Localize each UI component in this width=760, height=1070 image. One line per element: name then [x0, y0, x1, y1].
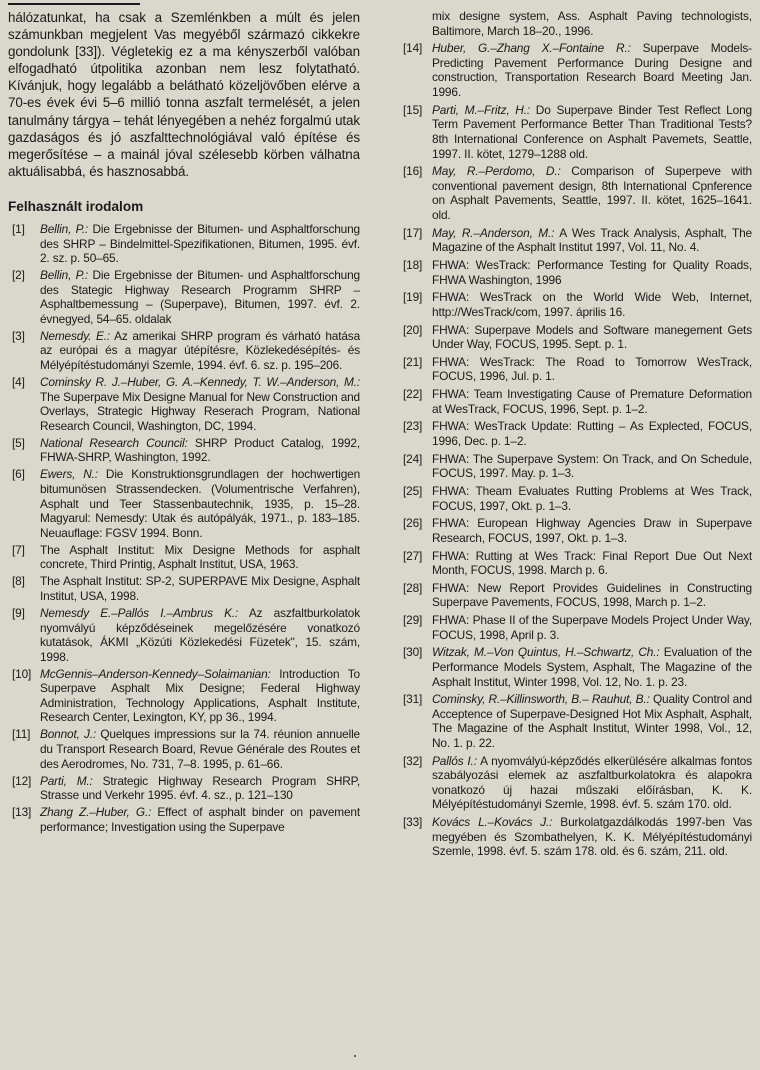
reference-list-left: [8, 222, 360, 834]
reference-number: [8]: [12, 574, 25, 589]
right-column: [403, 9, 752, 862]
reference-number: [23]: [403, 419, 423, 434]
reference-author: Zhang Z.–Huber, G.:: [40, 805, 152, 820]
reference-item: [8, 329, 360, 373]
reference-text: Quality Control and Acceptence of Superpave-Designed Hot Mix Asphalt, Asphalt, The Magazine of the Asphalt Institut, Winter 1998, Vol., 12, No. 1. p. 22.: [432, 692, 752, 750]
reference-number: [5]: [12, 435, 25, 450]
reference-author: Nemesdy E.–Pallós I.–Ambrus K.:: [40, 605, 239, 620]
reference-text: FHWA: Superpave Models and Software manegement Gets Under Way, FOCUS, 1995. Sept. p. 1.: [432, 322, 752, 352]
reference-number: [18]: [403, 257, 423, 272]
reference-text: The Asphalt Institut: Mix Designe Methods for asphalt concrete, Third Printig, Asphalt Institut, USA, 1963.: [40, 542, 360, 572]
reference-author: Pallós I.:: [432, 753, 477, 768]
reference-number: [9]: [12, 605, 25, 620]
reference-author: May, R.–Anderson, M.:: [432, 225, 555, 240]
reference-number: [26]: [403, 516, 423, 531]
references-heading: Felhasznált irodalom: [8, 198, 144, 214]
reference-author: Bellin, P.:: [40, 268, 89, 283]
reference-number: [3]: [12, 328, 25, 343]
reference-item: [403, 645, 752, 689]
reference-number: [14]: [403, 41, 423, 56]
reference-item: [403, 290, 752, 319]
reference-author: Cominsky R. J.–Huber, G. A.–Kennedy, T. W.–Anderson, M.:: [40, 375, 360, 390]
reference-number: [33]: [403, 815, 423, 830]
reference-author: May, R.–Perdomo, D.:: [432, 164, 561, 179]
reference-number: [20]: [403, 322, 423, 337]
reference-item: [403, 754, 752, 812]
reference-number: [24]: [403, 451, 423, 466]
reference-item: [403, 549, 752, 578]
reference-author: Witzak, M.–Von Quintus, H.–Schwartz, Ch.:: [432, 645, 660, 660]
reference-number: [12]: [12, 773, 32, 788]
reference-text: FHWA: Phase II of the Superpave Models Project Under Way, FOCUS, 1998, April p. 3.: [432, 613, 752, 642]
reference-author: Parti, M.–Fritz, H.:: [432, 102, 531, 117]
reference-item: [403, 258, 752, 287]
reference-item: [8, 543, 360, 572]
reference-item: [403, 484, 752, 513]
reference-author: Ewers, N.:: [40, 467, 98, 482]
reference-item: [8, 467, 360, 540]
reference-number: [25]: [403, 483, 423, 498]
intro-paragraph: hálózatunkat, ha csak a Szemlénkben a múlt és jelen számunkban megjelent Vas megyéből származó cikkekre gondolunk [33]). Végletekig ez a ma kényszerből valóban elfogadható útpolitika azonban nem lesz folytatható. Kívánjuk, hogy legalább a belátható közeljövőben elérve a 70-es évek évi 5–6 millió tonna aszfalt termelését, a jelen tanulmány tárgya – tehát lényegében a nehéz forgalmú utak gazdaságos és jó aszfalttechnológiával való építése és megerősítése – a mainál jóval szélesebb körben válhatna aktuálisabbá, és hasznosabbá.: [8, 10, 360, 179]
reference-author: Bonnot, J.:: [40, 727, 97, 742]
reference-item: [403, 815, 752, 859]
reference-item: [403, 692, 752, 750]
reference-text: Die Ergebnisse der Bitumen- und Asphaltforschung des Stategic Highway Research Programm SHRP – Asphaltbemessung – (Superpave), Bitumen, 1997. évf. 2. évnegyed, 54–65. oldalak: [40, 268, 360, 326]
reference-text: FHWA: WesTrack: Performance Testing for Quality Roads, FHWA Washington, 1996: [432, 257, 752, 287]
reference-number: [2]: [12, 268, 25, 283]
reference-text: FHWA: WesTrack on the World Wide Web, Internet, http://WesTrack/com, 1997. április 16.: [432, 290, 752, 319]
reference-number: [11]: [12, 727, 31, 742]
reference-text: FHWA: Rutting at Wes Track: Final Report Due Out Next Month, FOCUS, 1998. March p. 6.: [432, 548, 752, 578]
page-mark: [354, 1055, 356, 1057]
reference-text: The Asphalt Institut: SP-2, SUPERPAVE Mix Designe, Asphalt Institut, USA, 1998.: [40, 574, 360, 603]
reference-text: FHWA: Team Investigating Cause of Premature Deformation at WesTrack, FOCUS, 1996, Sept. p. 1–2.: [432, 387, 752, 416]
reference-number: [7]: [12, 542, 25, 557]
reference-item: [8, 606, 360, 664]
reference-item: [403, 387, 752, 416]
reference-text: Burkolatgazdálkodás 1997-ben Vas megyében és Szombathelyen, K. K. Mélyépítéstudományi Szemle, 1998. évf. 5. szám 178. old. és 6. szám, 211. old.: [432, 815, 752, 859]
reference-text: Az aszfaltburkolatok nyomvályú képződéseinek megelőzésére vonatkozó kutatások, ÁKMI „Közúti Közlekedési Füzetek", 15. szám, 1998.: [40, 605, 360, 664]
reference-item: [403, 613, 752, 642]
reference-item: [403, 581, 752, 610]
reference-author: Cominsky, R.–Killinsworth, B.– Rauhut, B.:: [432, 692, 650, 707]
left-column: [8, 9, 360, 837]
reference-continuation: mix designe system, Ass. Asphalt Paving technologists, Baltimore, March 18–20., 1996.: [432, 9, 752, 38]
reference-item: [403, 323, 752, 352]
reference-number: [15]: [403, 102, 423, 117]
reference-item: [8, 774, 360, 803]
reference-item: [8, 268, 360, 326]
reference-item: [403, 41, 752, 99]
reference-number: [31]: [403, 692, 423, 707]
reference-item: [8, 375, 360, 433]
reference-item: [403, 452, 752, 481]
reference-number: [21]: [403, 354, 423, 369]
reference-item: [8, 222, 360, 266]
reference-text: Introduction To Superpave Asphalt Mix Designe; Federal Highway Administration, Technology Applications, Asphalt Institute, Research Center, Lexington, KY, pp 36., 1994.: [40, 666, 360, 725]
reference-number: [30]: [403, 645, 423, 660]
reference-number: [16]: [403, 164, 423, 179]
reference-author: Kovács L.–Kovács J.:: [432, 815, 553, 830]
reference-text: FHWA: WesTrack Update: Rutting – As Explected, FOCUS, 1996, Dec. p. 1–2.: [432, 419, 752, 448]
reference-number: [6]: [12, 467, 25, 482]
reference-author: Nemesdy. E.:: [40, 328, 110, 343]
reference-text: FHWA: Theam Evaluates Rutting Problems at Wes Track, FOCUS, 1997, Okt. p. 1–3.: [432, 483, 752, 513]
reference-item: [403, 164, 752, 222]
reference-text: Strategic Highway Research Program SHRP, Strasse und Verkehr 1995. évf. 4. sz., p. 121–130: [40, 773, 360, 803]
reference-item: [403, 355, 752, 384]
reference-text: Evaluation of the Performance Models System, Asphalt, The Magazine of the Asphalt Institut, Winter 1998, Vol. 12, No. 1. p. 23.: [432, 645, 752, 689]
reference-author: National Research Council:: [40, 435, 188, 450]
reference-number: [17]: [403, 225, 423, 240]
reference-text: Comparison of Superpeve with conventional pavement design, 8th International Cpnference on Asphalt Pavements, Seattle, 1997. II. kötet, 1625–1641. old.: [432, 164, 753, 222]
reference-item: [8, 667, 360, 725]
reference-text: Az amerikai SHRP program és várható hatása az európai és a magyar útépítésre, Közlekedésépítés- és Mélyépítéstudományi Szemle, 1994. évf. 6. sz. p. 195–206.: [40, 328, 361, 373]
reference-number: [29]: [403, 613, 423, 628]
reference-text: Die Konstruktionsgrundlagen der hochwertigen bitumunösen Strassendecken. (Volumentrische Verfahren), Asphalt und Teer Stassenbautechnik, 1935, p. 15–28. Magyarul: Nemesdy: Utak és autópályák, 1971., p. 183–185. Neuauflage: FGSV 1994. Bonn.: [40, 467, 361, 540]
reference-item: [403, 103, 752, 161]
reference-item: [8, 727, 360, 771]
reference-text: Quelques impressions sur la 74. réunion annuelle du Transport Research Board, Revue Générale des Routes et des Aerodromes, No. 731, 7–8. 1995, p. 61–66.: [40, 727, 360, 771]
reference-list-right: [403, 41, 752, 859]
reference-item: [403, 419, 752, 448]
reference-number: [28]: [403, 580, 423, 595]
reference-author: Huber, G.–Zhang X.–Fontaine R.:: [432, 41, 631, 56]
reference-text: FHWA: New Report Provides Guidelines in Constructing Superpave Pavements, FOCUS, 1998, March p. 1–2.: [432, 580, 752, 610]
reference-text: FHWA: European Highway Agencies Draw in Superpave Research, FOCUS, 1997, Okt. p. 1–3.: [432, 516, 752, 545]
top-rule: [8, 3, 140, 5]
reference-item: [8, 805, 360, 834]
reference-author: McGennis–Anderson-Kennedy–Solaimanian:: [40, 666, 271, 681]
reference-item: [8, 436, 360, 465]
reference-text: Superpave Models-Predicting Pavement Performance During Designe and construction, Transportation Research Board Meeting Jan. 1996.: [432, 41, 752, 100]
reference-number: [4]: [12, 375, 25, 390]
reference-text: SHRP Product Catalog, 1992, FHWA-SHRP, Washington, 1992.: [40, 435, 360, 465]
reference-text: Die Ergebnisse der Bitumen- und Asphaltforschung des SHRP – Bindelmittel-Spezifikationen, Bitumen, 1995. évf. 2. sz. p. 50–65.: [40, 221, 360, 266]
reference-text: The Superpave Mix Designe Manual for New Construction and Overlays, Strategic Highway Reserach Program, National Research Council, Washington, DC, 1994.: [40, 389, 360, 433]
reference-item: [8, 574, 360, 603]
reference-text: A nyomvályú-képződés elkerülésére alkalmas fontos szabályozási elemek az aszfaltburkolatokra és alapokra vonatkozó új hazai műszaki előírásban, K. K. Mélyépítéstudományi Szemle, 1998. évf. 5. szám 170. old.: [432, 753, 752, 812]
reference-text: Do Superpave Binder Test Reflect Long Term Pavement Performance Better Than Traditional Tests? 8th International Conference on Asphalt Pavemets, Seattle, 1997. II. kötet, 1279–1288 old.: [432, 102, 752, 161]
reference-text: FHWA: The Superpave System: On Track, and On Schedule, FOCUS, 1997. May. p. 1–3.: [432, 451, 752, 481]
reference-number: [27]: [403, 548, 423, 563]
reference-number: [13]: [12, 805, 32, 820]
reference-number: [10]: [12, 666, 32, 681]
reference-item: [403, 226, 752, 255]
reference-number: [19]: [403, 290, 423, 305]
reference-number: [1]: [12, 221, 25, 236]
reference-number: [32]: [403, 753, 423, 768]
reference-author: Parti, M.:: [40, 773, 93, 788]
reference-text: Effect of asphalt binder on pavement performance; Investigation using the Superpave: [40, 805, 360, 834]
reference-item: [403, 516, 752, 545]
reference-author: Bellin, P.:: [40, 221, 89, 236]
reference-text: FHWA: WesTrack: The Road to Tomorrow WesTrack, FOCUS, 1996, Jul. p. 1.: [432, 354, 752, 384]
reference-text: A Wes Track Analysis, Asphalt, The Magazine of the Asphalt Institut 1997, Vol. 11, No. 4.: [432, 225, 752, 255]
reference-number: [22]: [403, 387, 423, 402]
